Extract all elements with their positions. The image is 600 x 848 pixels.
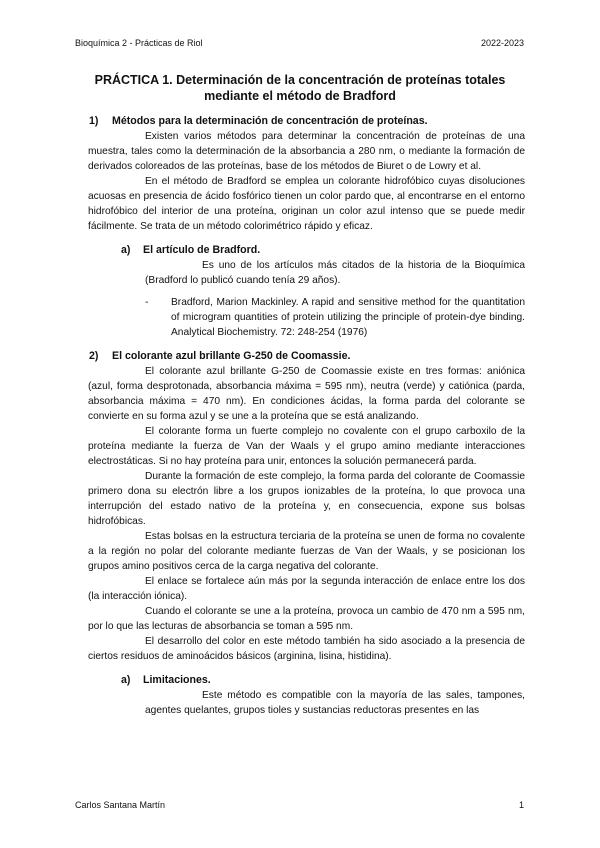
section-2a-heading	[75, 673, 525, 688]
section-2-title: El colorante azul brillante G-250 de Coomassie.	[112, 350, 351, 362]
section-2-paragraph-5: El enlace se fortalece aún más por la segunda interacción de enlace entre los dos (la interacción iónica).	[88, 576, 525, 602]
section-2-paragraph-7: El desarrollo del color en este método también ha sido asociado a la presencia de ciertos residuos de aminoácidos básicos (arginina, lisina, histidina).	[88, 636, 525, 662]
section-1a-paragraph: Es uno de los artículos más citados de la historia de la Bioquímica (Bradford lo publicó cuando tenía 29 años).	[145, 260, 525, 286]
page-number: 1	[518, 800, 524, 810]
section-2-number: 2)	[89, 350, 99, 362]
section-2a-paragraph: Este método es compatible con la mayoría de las sales, tampones, agentes quelantes, grupos tioles y sustancias reductoras presentes en las	[145, 690, 525, 716]
footer-author: Carlos Santana Martín	[75, 800, 166, 810]
reference-text: Bradford, Marion Mackinley. A rapid and sensitive method for the quantitation of microgram quantities of protein utilizing the principle of protein-dye binding. Analytical Biochemistry. 72: 248-254 (1976)	[171, 297, 525, 338]
section-1-paragraph-1: Existen varios métodos para determinar la concentración de proteínas de una muestra, tales como la determinación de la absorbancia a 280 nm, o mediante la formación de derivados coloreados de las proteínas, base de los métodos de Biuret o de Lowry et al.	[88, 131, 525, 172]
page-title	[75, 72, 525, 104]
section-2-paragraph-6: Cuando el colorante se une a la proteína, provoca un cambio de 470 nm a 595 nm, por lo que las lecturas de absorbancia se toman a 595 nm.	[88, 606, 525, 632]
section-1-title: Métodos para la determinación de concentración de proteínas.	[112, 115, 428, 127]
bullet-dash: -	[145, 297, 149, 308]
section-2a-title: Limitaciones.	[143, 674, 211, 686]
section-1a-title: El artículo de Bradford.	[143, 244, 261, 256]
page-header	[75, 38, 524, 48]
section-2-paragraph-3: Durante la formación de este complejo, la forma parda del colorante de Coomassie primero dona su electrón libre a los grupos ionizables de la proteína, lo que provoca una interrupción del estado nativo de la proteína y, en consecuencia, expone sus bolsas hidrofóbicas.	[88, 471, 525, 527]
section-2a-number: a)	[121, 674, 131, 686]
document-body	[75, 72, 525, 718]
header-year: 2022-2023	[480, 38, 524, 48]
section-1a-heading	[75, 243, 525, 258]
section-1-paragraph-2: En el método de Bradford se emplea un colorante hidrofóbico cuyas disoluciones acuosas en presencia de ácido fosfórico tienen un color pardo que, al encontrarse en el entorno hidrofóbico del interior de una proteína, originan un color azul intenso que se puede medir fácilmente. Se trata de un método colorimétrico rápido y eficaz.	[88, 176, 525, 232]
title-line-2: mediante el método de Bradford	[204, 89, 396, 103]
section-2-paragraph-4: Estas bolsas en la estructura terciaria de la proteína se unen de forma no covalente a la región no polar del colorante mediante fuerzas de Van der Waals, y se posicionan los grupos amino positivos cerca de la carga negativa del colorante.	[88, 531, 525, 572]
section-2-paragraph-1: El colorante azul brillante G-250 de Coomassie existe en tres formas: aniónica (azul, forma desprotonada, absorbancia máxima = 595 nm), neutra (verde) y catiónica (parda, absorbancia máxima = 470 nm). En condiciones ácidas, la forma parda del colorante se convierte en su forma azul y se une a la proteína que se está analizando.	[88, 366, 525, 422]
section-2-paragraph-2: El colorante forma un fuerte complejo no covalente con el grupo carboxilo de la proteína mediante la fuerza de Van der Waals y el grupo amino mediante interacciones electrostáticas. Si no hay proteína para unir, entonces la solución permanecerá parda.	[88, 426, 525, 467]
reference-bullet	[145, 295, 525, 340]
title-line-1: PRÁCTICA 1. Determinación de la concentración de proteínas totales	[94, 73, 506, 87]
page-footer	[75, 800, 524, 810]
header-course: Bioquímica 2 - Prácticas de Riol	[75, 38, 203, 48]
section-1-heading	[75, 114, 525, 129]
section-2-heading	[75, 349, 525, 364]
section-1-number: 1)	[89, 115, 99, 127]
section-1a-number: a)	[121, 244, 131, 256]
